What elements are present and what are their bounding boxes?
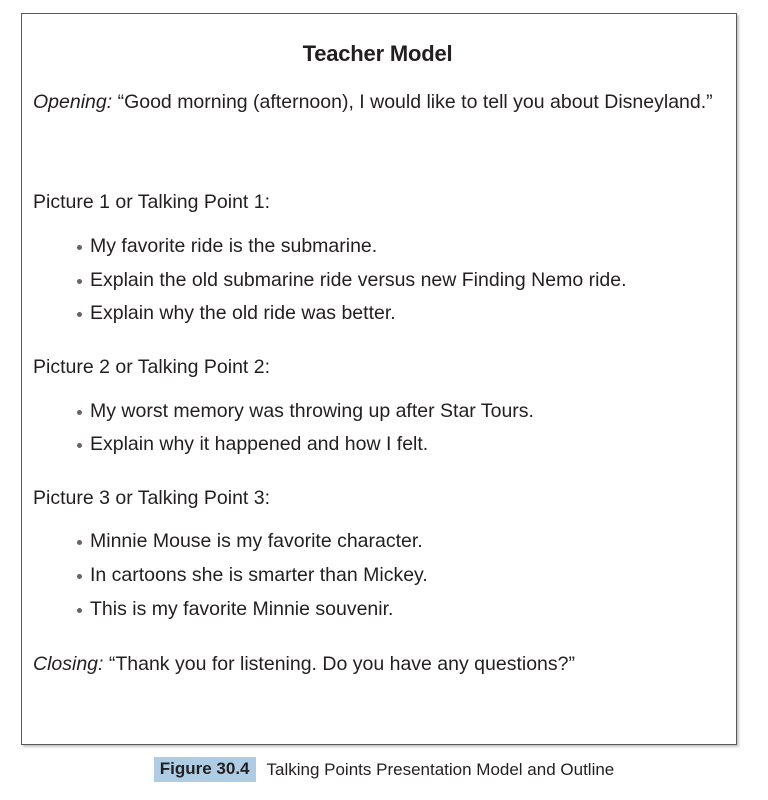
talking-point-section-3 [33,457,722,622]
list-item [33,564,722,588]
opening-statement [33,67,722,114]
list-item [33,302,722,326]
figure-content [22,14,736,744]
section-heading-2: Picture 2 or Talking Point 2: [33,356,271,379]
list-item-label: This is my favorite Minnie souvenir. [90,598,394,621]
point-list-3 [33,510,722,621]
list-item-label: My favorite ride is the submarine. [90,234,378,257]
page-title: Teacher Model [302,41,453,66]
list-item [33,269,722,293]
point-list-1 [33,215,722,326]
list-item-label: Explain why the old ride was better. [90,302,396,325]
closing-text: “Thank you for listening. Do you have any questions?” [103,652,575,675]
figure-caption-text: Talking Points Presentation Model and Outline [266,759,615,779]
list-item [33,400,722,424]
bullet-icon [77,312,82,317]
list-item [33,530,722,554]
closing-label: Closing: [33,652,104,675]
talking-point-section-1 [33,114,722,326]
bullet-icon [77,443,82,448]
list-item [33,433,722,457]
list-item-label: Minnie Mouse is my favorite character. [90,530,423,553]
bullet-icon [77,245,82,250]
closing-statement [33,622,722,676]
list-item [33,235,722,259]
list-item-label: My worst memory was throwing up after Star Tours. [90,399,534,422]
bullet-icon [77,279,82,284]
section-heading-1: Picture 1 or Talking Point 1: [33,191,271,214]
talking-point-section-2 [33,326,722,457]
section-heading-3: Picture 3 or Talking Point 3: [33,487,271,510]
bullet-icon [77,608,82,613]
list-item-label: Explain why it happened and how I felt. [90,433,429,456]
figure-caption [0,757,768,782]
list-item-label: In cartoons she is smarter than Mickey. [90,564,428,587]
figure-box [21,13,737,745]
bullet-icon [77,410,82,415]
bullet-icon [77,540,82,545]
list-item-label: Explain the old submarine ride versus new Finding Nemo ride. [90,268,627,291]
opening-label: Opening: [33,91,113,113]
opening-text: “Good morning (afternoon), I would like to tell you about Disneyland.” [112,91,713,113]
point-list-2 [33,380,722,458]
figure-number-badge: Figure 30.4 [154,757,256,782]
list-item [33,598,722,622]
bullet-icon [77,574,82,579]
